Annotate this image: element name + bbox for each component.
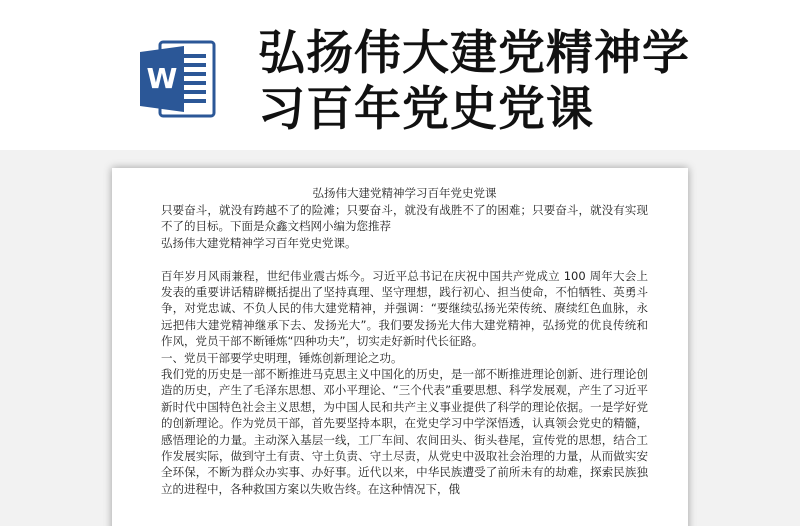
document-title: 弘扬伟大建党精神学习百年党史党课 <box>312 186 497 200</box>
section-heading-1: 一、党员干部要学史明理，锤炼创新理论之功。 <box>161 350 403 365</box>
svg-text:W: W <box>146 62 178 95</box>
word-doc-icon <box>138 38 218 120</box>
document-page <box>112 168 688 526</box>
paragraph-subtitle: 弘扬伟大建党精神学习百年党史党课。 <box>161 235 357 250</box>
title-line-1: 弘扬伟大建党精神学 <box>258 26 690 81</box>
blank-line <box>161 251 648 267</box>
paragraph-intro: 只要奋斗，就没有跨越不了的险滩；只要奋斗，就没有战胜不了的困难；只要奋斗，就没有实现不了的目标。下面是众鑫文档网小编为您推荐 <box>161 203 648 234</box>
header-banner <box>0 0 800 150</box>
paragraph-body-1: 百年岁月风雨兼程，世纪伟业震古烁今。习近平总书记在庆祝中国共产党成立 100 周年大会上发表的重要讲话精辟概括提出了坚持真理、坚守理想，践行初心、担当使命，不怕牺牲、英勇斗争，对党忠诚、不负人民的伟大建党精神，并强调：“要继续弘扬光荣传统、赓续红色血脉，永远把伟大建党精神继承下去、发扬光大”。我们要发扬光大伟大建党精神，弘扬党的优良传统和作风，党员干部不断锤炼“四种功夫”，切实走好新时代长征路。 <box>161 268 648 349</box>
title-line-2: 习百年党史党课 <box>258 82 594 137</box>
page-title <box>258 26 778 138</box>
paragraph-body-2: 我们党的历史是一部不断推进马克思主义中国化的历史，是一部不断推进理论创新、进行理论创造的历史，产生了毛泽东思想、邓小平理论、“三个代表”重要思想、科学发展观，产生了习近平新时代中国特色社会主义思想，为中国人民和共产主义事业提供了科学的理论依据。一是学好党的创新理论。作为党员干部，首先要坚持本职，在党史学习中学深悟透，认真领会党史的精髓，感悟理论的力量。主动深入基层一线，工厂车间、农间田头、街头巷尾，宣传党的思想，结合工作发展实际，做到守土有责、守土负责、守土尽责，从党史中汲取社会治理的力量，从而做实安全环保，不断为群众办实事、办好事。近代以来，中华民族遭受了前所未有的劫难，探索民族独立的进程中，各种救国方案以失败告终。在这种情况下，俄 <box>161 367 648 496</box>
